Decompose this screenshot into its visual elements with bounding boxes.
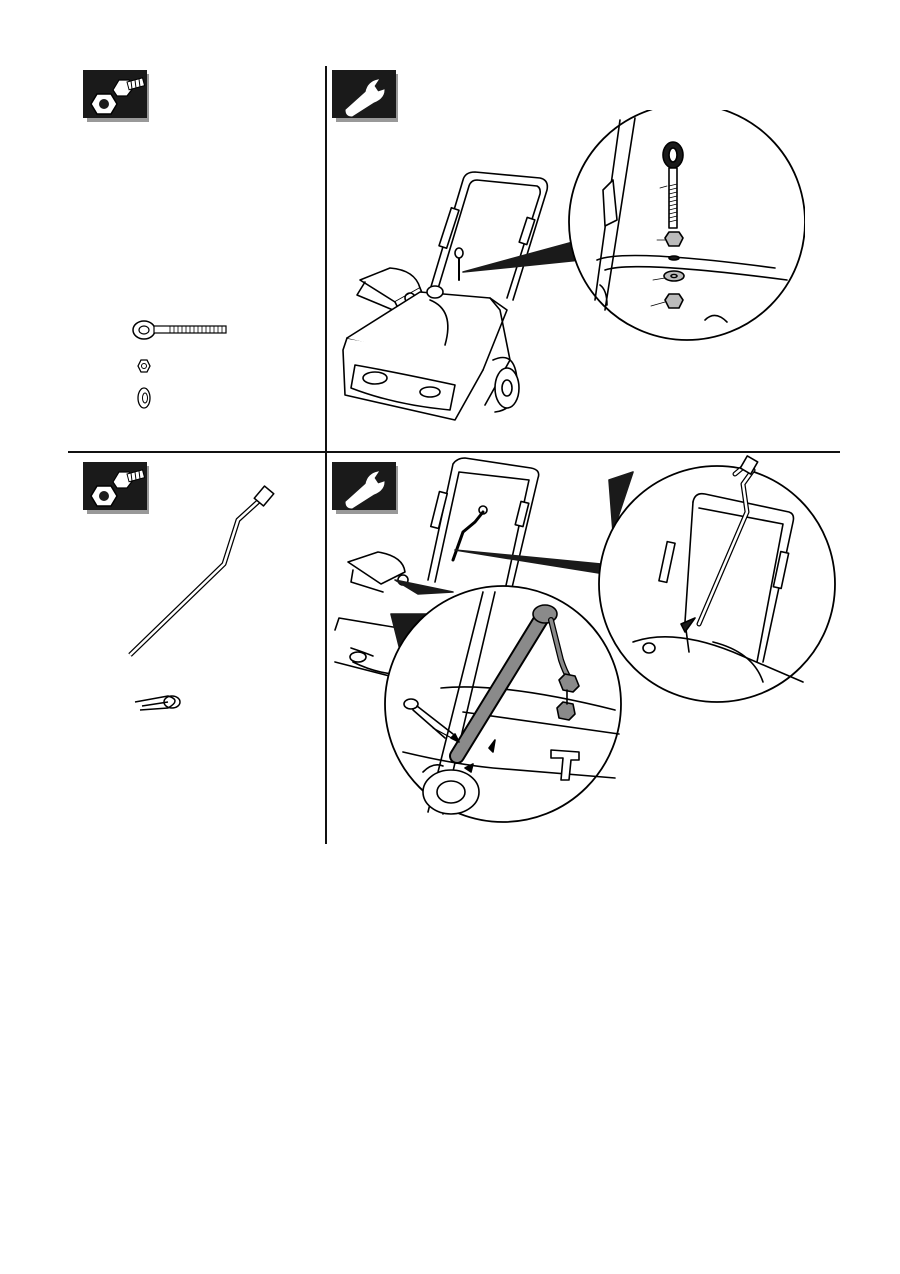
snow-thrower-eyebolt-illustration [335, 110, 805, 440]
hardware-list-1 [120, 310, 250, 420]
hex-nut-part [138, 360, 150, 372]
vertical-divider [325, 66, 327, 844]
hardware-list-2 [120, 480, 290, 720]
flat-washer-part [138, 388, 150, 408]
chute-crank-rod-part [130, 486, 274, 655]
eyebolt-part [133, 321, 226, 339]
hairpin-clip-part [135, 696, 180, 710]
nut-and-bolt-icon [83, 70, 149, 122]
snow-thrower-chute-crank-illustration [333, 452, 840, 836]
